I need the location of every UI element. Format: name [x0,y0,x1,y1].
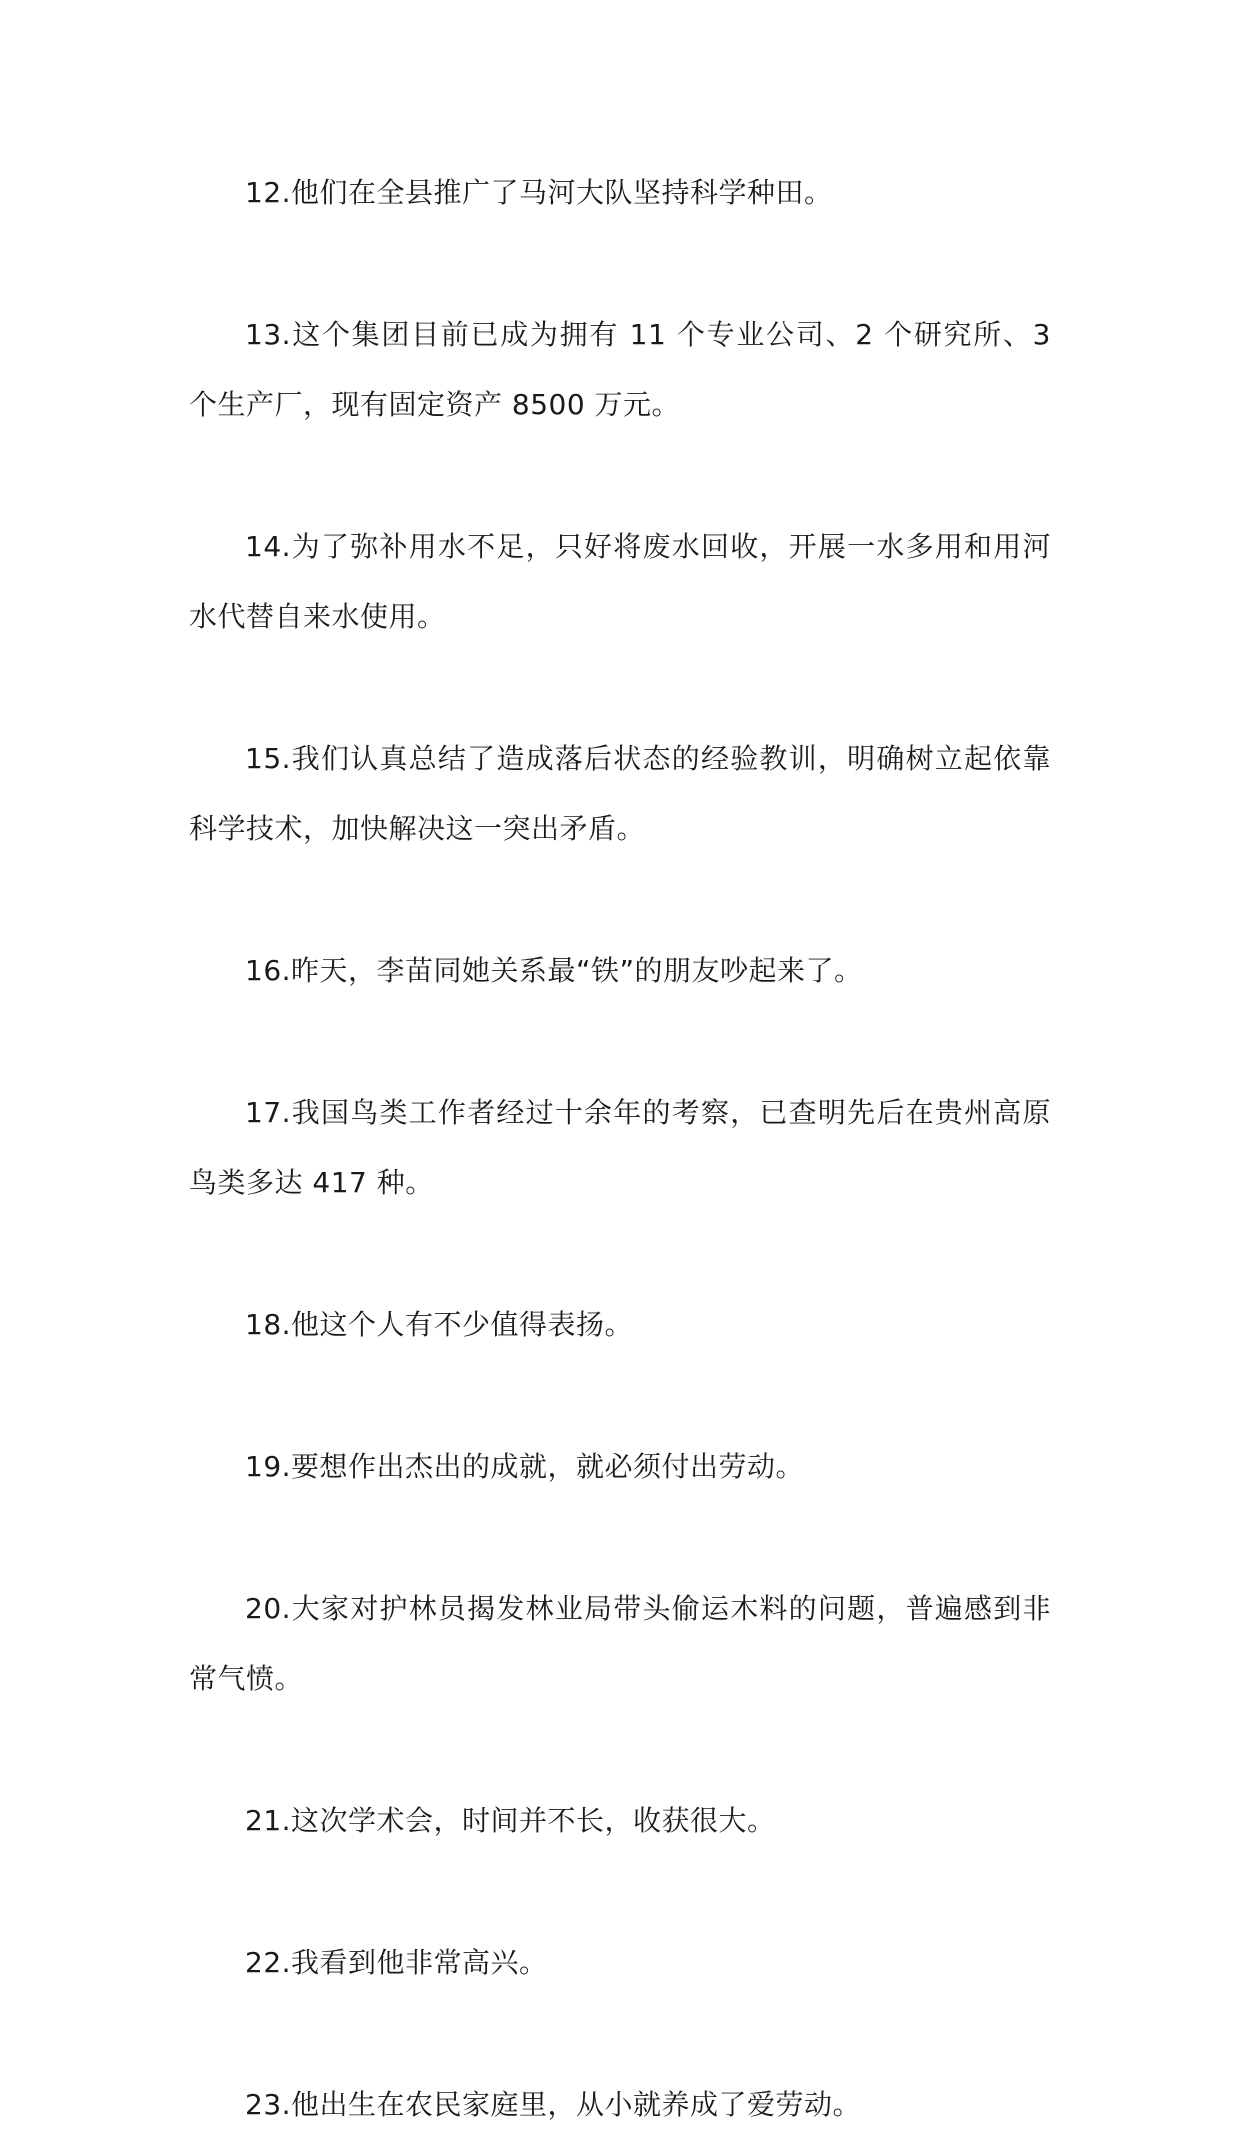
sentence-paragraph: 12.他们在全县推广了马河大队坚持科学种田。 [245,176,833,209]
sentence-paragraph: 20.大家对护林员揭发林业局带头偷运木料的问题，普遍感到非常气愤。 [189,1592,1051,1695]
sentence-paragraph: 22.我看到他非常高兴。 [245,1946,548,1979]
sentence-paragraph: 14.为了弥补用水不足，只好将废水回收，开展一水多用和用河水代替自来水使用。 [189,530,1051,633]
sentence-paragraph: 15.我们认真总结了造成落后状态的经验教训，明确树立起依靠科学技术，加快解决这一突出矛盾。 [189,742,1051,845]
sentence-paragraph: 13.这个集团目前已成为拥有 11 个专业公司、2 个研究所、3 个生产厂，现有固定资产 8500 万元。 [189,318,1051,421]
sentence-paragraph: 23.他出生在农民家庭里，从小就养成了爱劳动。 [245,2088,862,2121]
sentence-paragraph: 17.我国鸟类工作者经过十余年的考察，已查明先后在贵州高原鸟类多达 417 种。 [189,1096,1051,1199]
sentence-paragraph: 16.昨天，李苗同她关系最“铁”的朋友吵起来了。 [245,954,863,987]
sentence-paragraph: 19.要想作出杰出的成就，就必须付出劳动。 [245,1450,805,1483]
sentence-paragraph: 21.这次学术会，时间并不长，收获很大。 [245,1804,776,1837]
document-body [189,158,1051,2140]
sentence-paragraph: 18.他这个人有不少值得表扬。 [245,1308,634,1341]
